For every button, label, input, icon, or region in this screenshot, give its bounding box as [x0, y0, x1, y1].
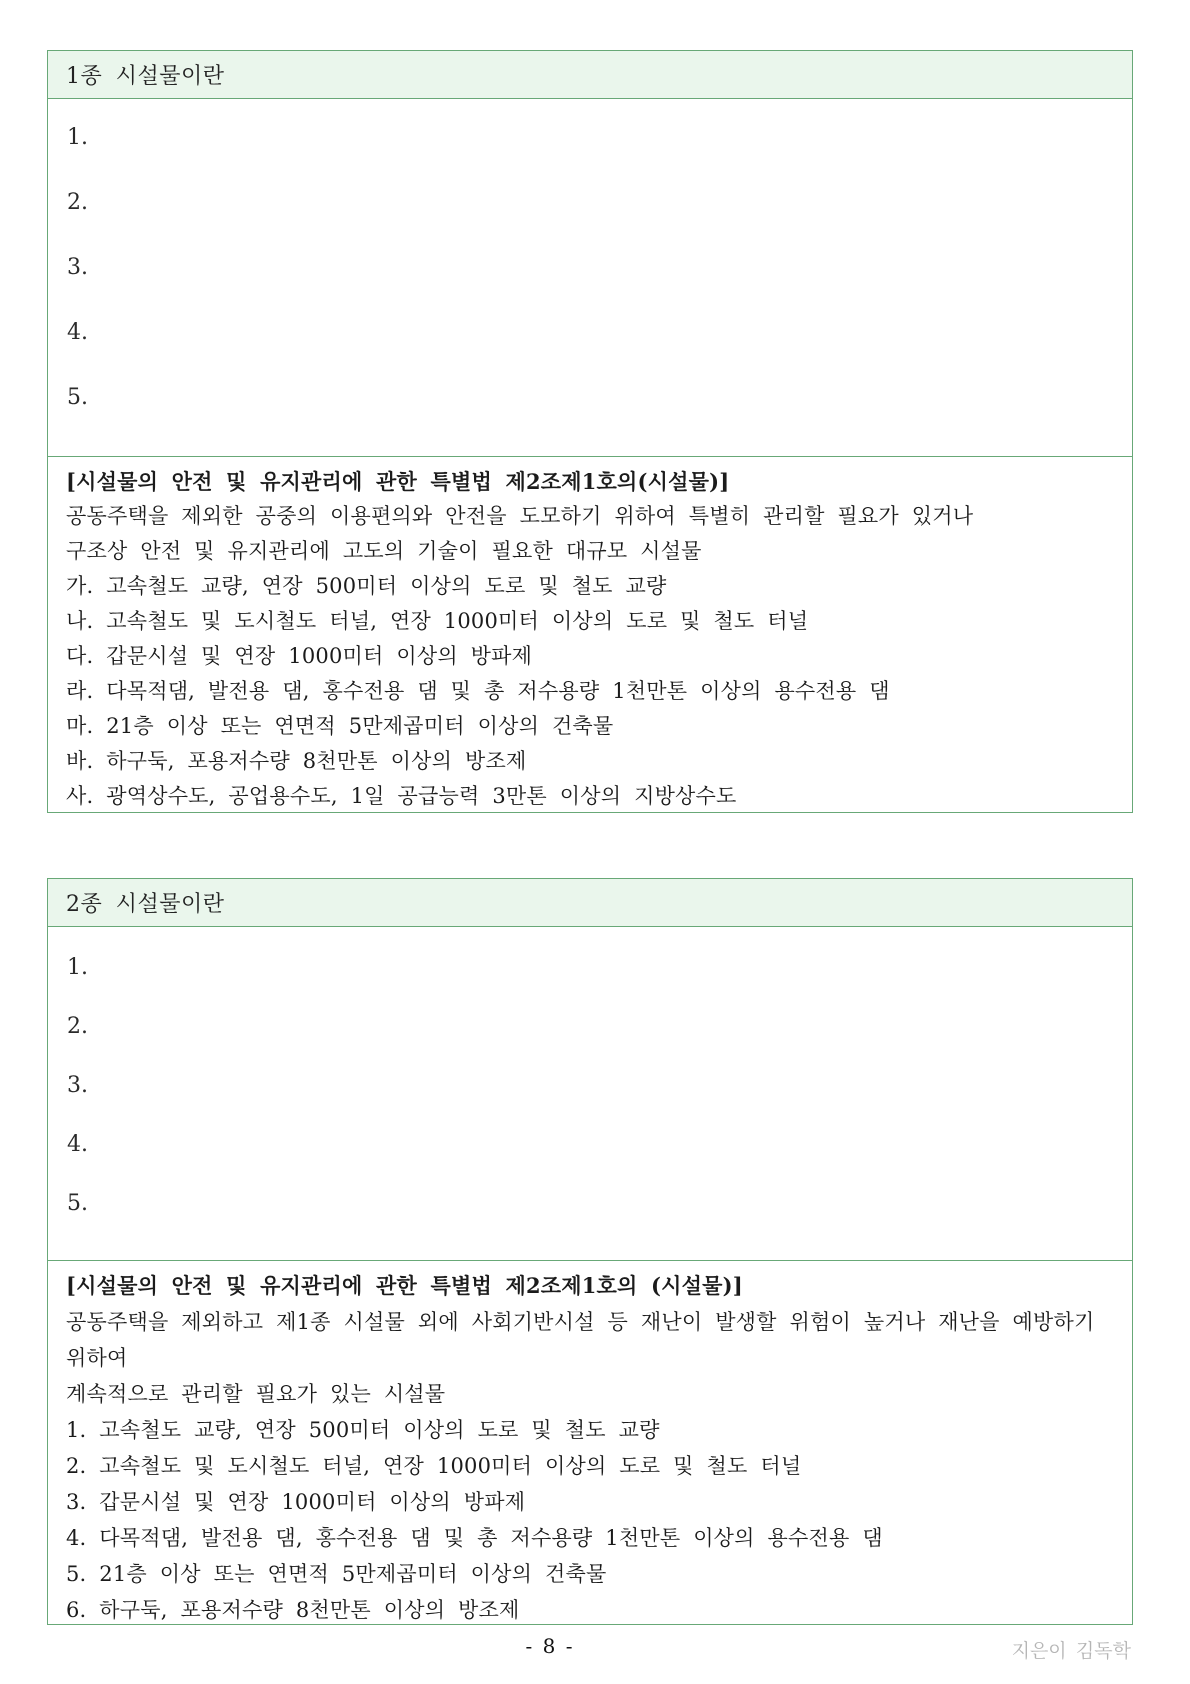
- law-line: 사. 광역상수도, 공업용수도, 1일 공급능력 3만톤 이상의 지방상수도: [66, 784, 737, 808]
- facility-type2-law-reference: [48, 1260, 1132, 1625]
- law-line: 공동주택을 제외하고 제1종 시설물 외에 사회기반시설 등 재난이 발생할 위험이 높거나 재난을 예방하기 위하여: [66, 1310, 1095, 1370]
- answer-number: 2.: [67, 190, 88, 215]
- answer-item-5: [48, 1191, 1132, 1250]
- law-line: 2. 고속철도 및 도시철도 터널, 연장 1000미터 이상의 도로 및 철도 터널: [66, 1454, 802, 1478]
- facility-type1-card-header: [48, 51, 1132, 99]
- law-line: 라. 다목적댐, 발전용 댐, 홍수전용 댐 및 총 저수용량 1천만톤 이상의 용수전용 댐: [66, 679, 890, 703]
- facility-type2-answer-list: [48, 927, 1132, 1260]
- answer-item-2: [48, 190, 1132, 255]
- answer-number: 2.: [67, 1014, 88, 1039]
- page-footer: [47, 1634, 1133, 1670]
- law-line: 4. 다목적댐, 발전용 댐, 홍수전용 댐 및 총 저수용량 1천만톤 이상의 용수전용 댐: [66, 1526, 883, 1550]
- facility-type1-title: 1종 시설물이란: [66, 64, 225, 89]
- answer-item-1: [48, 125, 1132, 190]
- answer-number: 4.: [67, 1132, 88, 1157]
- facility-type1-card: [47, 50, 1133, 813]
- law-line: 1. 고속철도 교량, 연장 500미터 이상의 도로 및 철도 교량: [66, 1418, 660, 1442]
- law-line: 가. 고속철도 교량, 연장 500미터 이상의 도로 및 철도 교량: [66, 574, 667, 598]
- facility-type2-title: 2종 시설물이란: [66, 892, 225, 917]
- answer-item-3: [48, 1073, 1132, 1132]
- answer-number: 1.: [67, 125, 88, 150]
- law-line: 나. 고속철도 및 도시철도 터널, 연장 1000미터 이상의 도로 및 철도 터널: [66, 609, 809, 633]
- law-line: 다. 갑문시설 및 연장 1000미터 이상의 방파제: [66, 644, 533, 668]
- law-line: 구조상 안전 및 유지관리에 고도의 기술이 필요한 대규모 시설물: [66, 539, 702, 563]
- answer-item-4: [48, 1132, 1132, 1191]
- facility-type1-answer-list: [48, 99, 1132, 456]
- facility-type2-card-header: [48, 879, 1132, 927]
- answer-number: 4.: [67, 320, 88, 345]
- author-credit: 지은이 김독학: [1011, 1641, 1131, 1662]
- answer-number: 3.: [67, 255, 88, 280]
- answer-number: 5.: [67, 1191, 88, 1216]
- facility-type2-card: [47, 878, 1133, 1625]
- answer-item-1: [48, 955, 1132, 1014]
- answer-number: 3.: [67, 1073, 88, 1098]
- facility-type1-law-reference: [48, 456, 1132, 813]
- answer-item-3: [48, 255, 1132, 320]
- page-number: - 8 -: [525, 1634, 575, 1658]
- answer-number: 1.: [67, 955, 88, 980]
- law-line: 3. 갑문시설 및 연장 1000미터 이상의 방파제: [66, 1490, 526, 1514]
- law-reference-heading: [시설물의 안전 및 유지관리에 관한 특별법 제2조제1호의(시설물)]: [66, 469, 730, 494]
- law-line: 6. 하구둑, 포용저수량 8천만톤 이상의 방조제: [66, 1598, 520, 1622]
- answer-item-4: [48, 320, 1132, 385]
- law-reference-heading: [시설물의 안전 및 유지관리에 관한 특별법 제2조제1호의 (시설물)]: [66, 1273, 743, 1298]
- law-line: 공동주택을 제외한 공중의 이용편의와 안전을 도모하기 위하여 특별히 관리할 필요가 있거나: [66, 504, 974, 528]
- law-line: 5. 21층 이상 또는 연면적 5만제곱미터 이상의 건축물: [66, 1562, 607, 1586]
- answer-item-2: [48, 1014, 1132, 1073]
- law-line: 마. 21층 이상 또는 연면적 5만제곱미터 이상의 건축물: [66, 714, 614, 738]
- law-line: 계속적으로 관리할 필요가 있는 시설물: [66, 1382, 446, 1406]
- answer-number: 5.: [67, 385, 88, 410]
- law-line: 바. 하구둑, 포용저수량 8천만톤 이상의 방조제: [66, 749, 527, 773]
- answer-item-5: [48, 385, 1132, 450]
